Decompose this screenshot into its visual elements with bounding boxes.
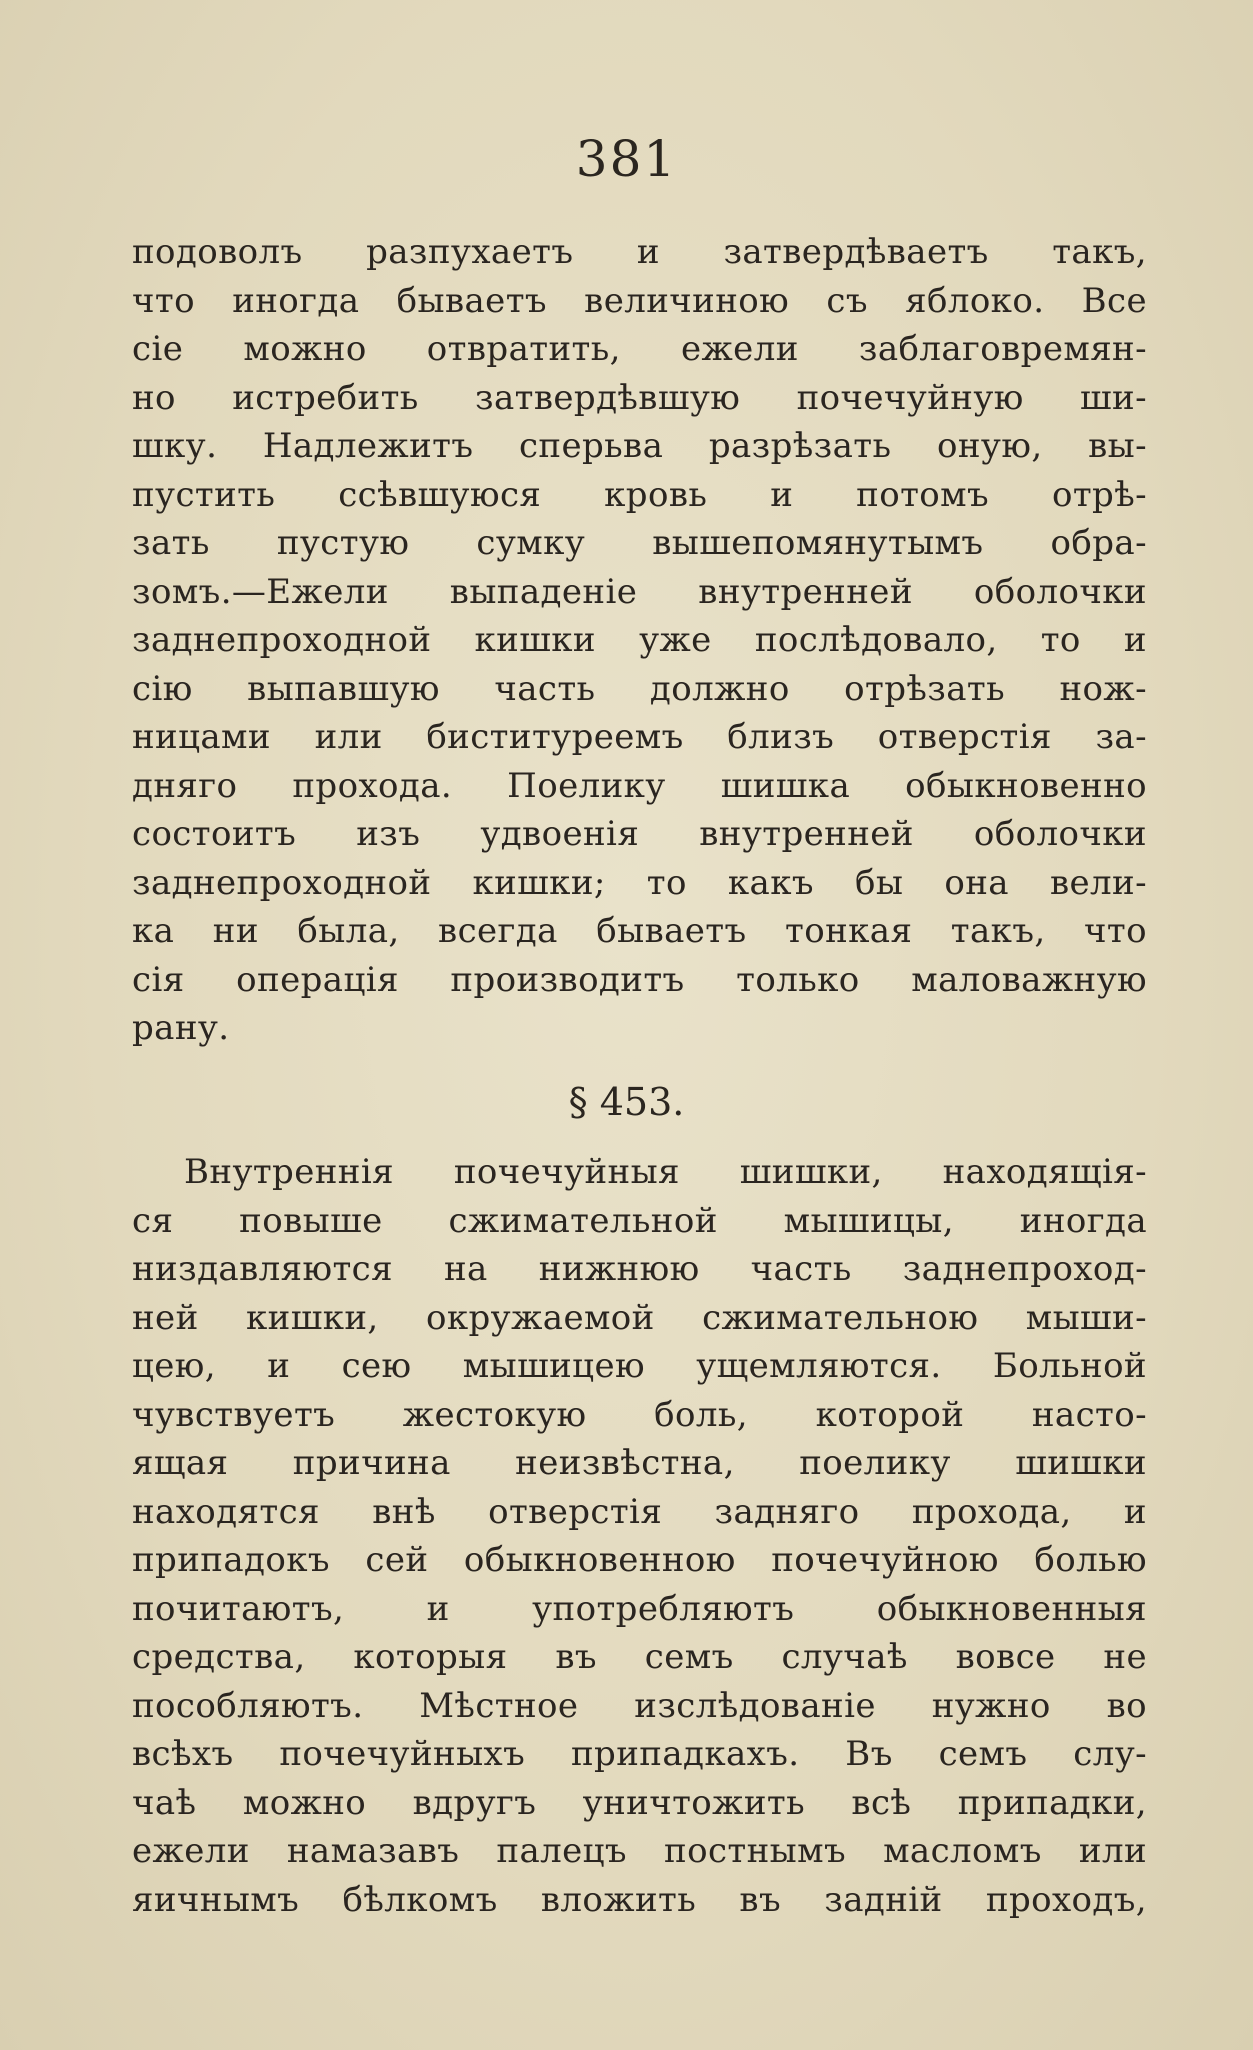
text-line: состоитъ изъ удвоенія внутренней оболочки bbox=[132, 814, 1147, 854]
text-line: заднепроходной кишки; то какъ бы она вели- bbox=[132, 862, 1147, 903]
text-line: Внутреннія почечуйныя шишки, находящія- bbox=[184, 1152, 1147, 1192]
text-line: ницами или биституреемъ близъ отверстія за- bbox=[132, 717, 1147, 757]
text-line: низдавляются на нижнюю часть заднепроход- bbox=[132, 1249, 1147, 1289]
text-line: зать пустую сумку вышепомянутымъ обра- bbox=[132, 523, 1147, 563]
text-line: подоволъ разпухаетъ и затвердѣваетъ такъ, bbox=[132, 232, 1147, 272]
text-line: но истребить затвердѣвшую почечуйную ши- bbox=[132, 377, 1147, 418]
text-line: ка ни была, всегда бываетъ тонкая такъ, что bbox=[132, 911, 1147, 951]
text-line: средства, которыя въ семъ случаѣ вовсе не bbox=[132, 1637, 1147, 1677]
text-line: сіе можно отвратить, ежели заблаговремян- bbox=[132, 329, 1147, 369]
text-line: находятся внѣ отверстія задняго прохода, и bbox=[132, 1491, 1147, 1532]
text-line: шку. Надлежитъ сперьва разрѣзать оную, вы- bbox=[132, 426, 1147, 466]
text-line: всѣхъ почечуйныхъ припадкахъ. Въ семъ слу- bbox=[132, 1734, 1147, 1774]
page-number: 381 bbox=[575, 130, 678, 188]
text-line: сія операція производитъ только маловажную bbox=[132, 959, 1147, 1000]
paragraph-2 bbox=[132, 1148, 1147, 1924]
text-line: рану. bbox=[132, 1008, 230, 1048]
text-line: чувствуетъ жестокую боль, которой насто- bbox=[132, 1394, 1147, 1435]
text-line: ящая причина неизвѣстна, поелику шишки bbox=[132, 1443, 1147, 1483]
text-line: цею, и сею мышицею ущемляются. Больной bbox=[132, 1346, 1147, 1386]
text-line: яичнымъ бѣлкомъ вложить въ задній проходъ, bbox=[132, 1879, 1147, 1920]
text-line: дняго прохода. Поелику шишка обыкновенно bbox=[132, 765, 1147, 806]
text-line: зомъ.—Ежели выпаденіе внутренней оболочки bbox=[132, 571, 1147, 612]
text-line: сію выпавшую часть должно отрѣзать нож- bbox=[132, 668, 1147, 709]
text-line: припадокъ сей обыкновенною почечуйною болью bbox=[132, 1540, 1147, 1580]
text-line: заднепроходной кишки уже послѣдовало, то и bbox=[132, 620, 1147, 660]
text-line: ся повыше сжимательной мышицы, иногда bbox=[132, 1200, 1147, 1241]
text-line: ежели намазавъ палецъ постнымъ масломъ или bbox=[132, 1831, 1147, 1871]
text-line: пустить ссѣвшуюся кровь и потомъ отрѣ- bbox=[132, 474, 1147, 515]
text-line: что иногда бываетъ величиною съ яблоко. Все bbox=[132, 280, 1147, 321]
paragraph-1 bbox=[132, 228, 1147, 1053]
section-heading: § 453. bbox=[568, 1080, 685, 1124]
text-line: почитаютъ, и употребляютъ обыкновенныя bbox=[132, 1588, 1147, 1629]
text-line: ней кишки, окружаемой сжимательною мыши- bbox=[132, 1297, 1147, 1338]
text-line: пособляютъ. Мѣстное изслѣдованіе нужно во bbox=[132, 1685, 1147, 1726]
text-line: чаѣ можно вдругъ уничтожить всѣ припадки, bbox=[132, 1782, 1147, 1823]
